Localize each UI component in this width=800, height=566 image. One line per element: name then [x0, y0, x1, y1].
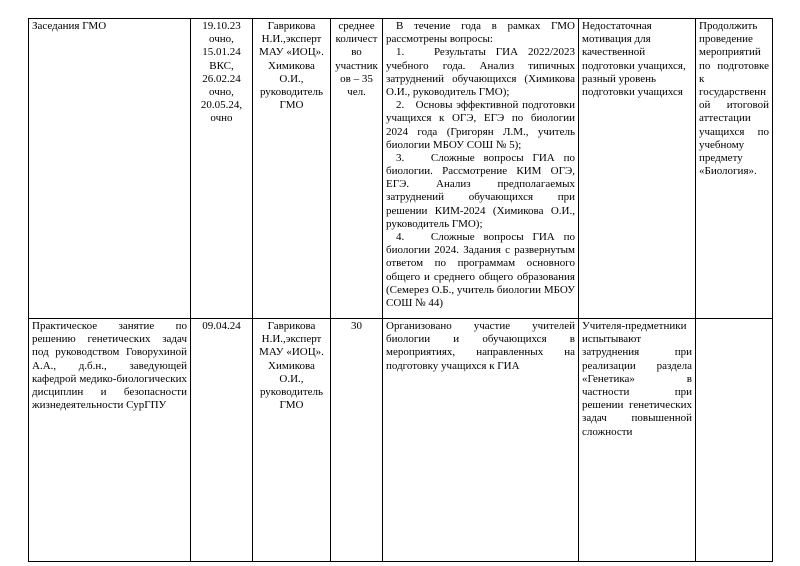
results-paragraph: В течение года в рамках ГМО рассмотрены вопросы:	[386, 20, 575, 46]
activity-text: Практическое занятие по решению генетических задач под руководством Говорухиной А.А., д.б.н., заведующей кафедрой медико-биологических дисциплин и безопасности жизнедеятельности СурГПУ	[32, 320, 187, 412]
cell-recommendations	[696, 319, 773, 562]
recommendations-text: Продолжить проведение мероприятий по подготовке к государственной итоговой аттестации учащихся по учебному предмету «Биология».	[699, 20, 769, 178]
cell-activity	[29, 319, 191, 562]
cell-activity	[29, 19, 191, 319]
results-paragraph: 1. Результаты ГИА 2022/2023 учебного года. Анализ типичных затруднений обучающихся (Химикова О.И., руководитель ГМО);	[386, 46, 575, 98]
dates-text: 09.04.24	[202, 320, 241, 332]
cell-dates	[191, 319, 253, 562]
cell-participants	[331, 319, 383, 562]
cell-dates	[191, 19, 253, 319]
cell-organizers	[253, 19, 331, 319]
cell-problems	[579, 319, 696, 562]
table-row-gmo-meetings	[29, 19, 773, 319]
results-paragraph: 3. Сложные вопросы ГИА по биологии. Рассмотрение КИМ ОГЭ, ЕГЭ. Анализ предполагаемых затруднений обучающихся при решении КИМ-2024 (Химикова О.И., руководитель ГМО);	[386, 151, 575, 230]
results-paragraph: 2. Основы эффективной подготовки учащихся к ОГЭ, ЕГЭ по биологии 2024 года (Григорян Л.М., учитель биологии МБОУ СОШ № 5);	[386, 99, 575, 151]
problems-text: Недостаточная мотивация для качественной подготовки учащихся, разный уровень подготовки учащихся	[582, 20, 686, 98]
cell-results	[383, 19, 579, 319]
cell-problems	[579, 19, 696, 319]
cell-recommendations	[696, 19, 773, 319]
participants-text: среднее количество участников – 35 чел.	[335, 20, 378, 98]
activity-text: Заседания ГМО	[32, 20, 107, 32]
gmo-activity-table	[28, 18, 773, 562]
organizers-text: Гаврикова Н.И.,эксперт МАУ «ИОЦ». Химикова О.И., руководитель ГМО	[259, 320, 324, 412]
organizers-text: Гаврикова Н.И.,эксперт МАУ «ИОЦ». Химикова О.И., руководитель ГМО	[259, 20, 324, 112]
dates-text: 19.10.23 очно, 15.01.24 ВКС, 26.02.24 очно, 20.05.24, очно	[200, 20, 243, 125]
cell-organizers	[253, 319, 331, 562]
results-paragraph: Организовано участие учителей биологии и обучающихся в мероприятиях, направленных на подготовку учащихся к ГИА	[386, 320, 575, 372]
participants-text: 30	[351, 320, 362, 332]
table-row-practical-lesson	[29, 319, 773, 562]
cell-results	[383, 319, 579, 562]
cell-participants	[331, 19, 383, 319]
problems-text: Учителя-предметники испытывают затруднения при реализации раздела «Генетика» в частности при решении генетических задач повышенной сложности	[582, 320, 692, 438]
results-paragraph: 4. Сложные вопросы ГИА по биологии 2024. Задания с развернутым ответом по программам основного общего и среднего общего образования (Семерез О.Б., учитель биологии МБОУ СОШ № 44)	[386, 231, 575, 309]
